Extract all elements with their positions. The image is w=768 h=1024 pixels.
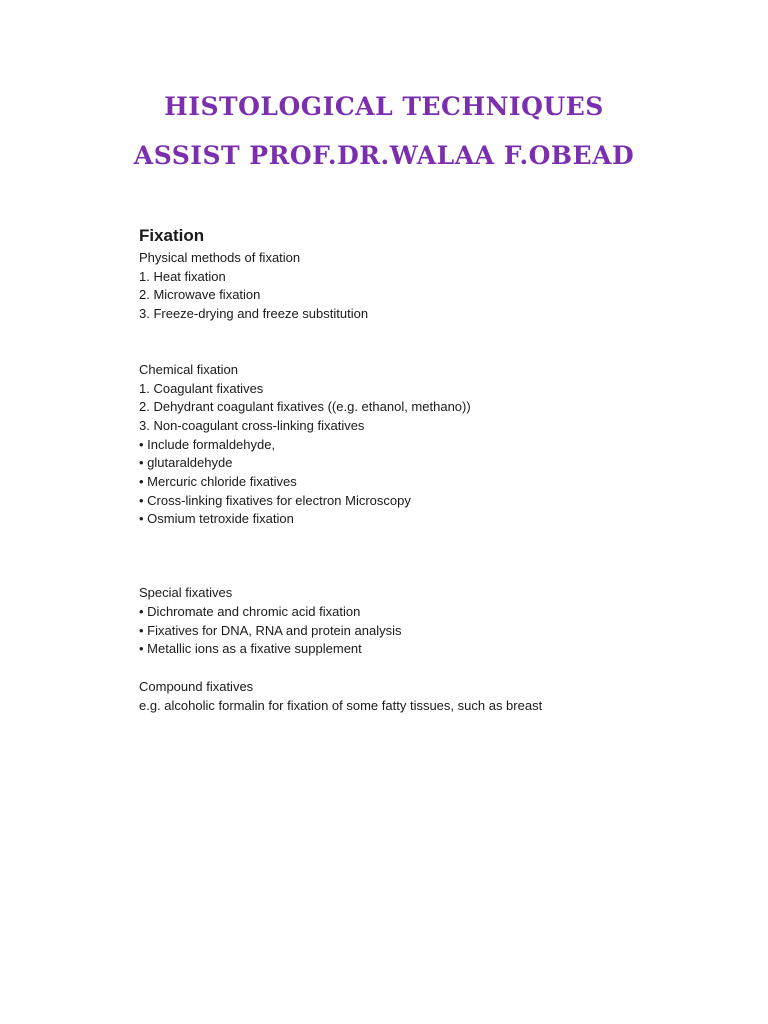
list-item: 2. Dehydrant coagulant fixatives ((e.g. ethanol, methano))	[139, 399, 471, 415]
list-item: • Osmium tetroxide fixation	[139, 511, 294, 527]
list-item: • Metallic ions as a fixative supplement	[139, 641, 362, 657]
special-fixatives-label: Special fixatives	[139, 585, 233, 601]
special-fixatives-block	[139, 584, 729, 659]
compound-fixatives-block	[139, 678, 729, 715]
list-item: • glutaraldehyde	[139, 455, 233, 471]
document-body	[139, 225, 729, 715]
list-item: • Include formaldehyde,	[139, 436, 276, 452]
chemical-fixation-block	[139, 361, 729, 529]
spacer	[139, 659, 729, 678]
list-item: • Mercuric chloride fixatives	[139, 474, 297, 490]
list-item: 3. Non-coagulant cross-linking fixatives	[139, 417, 365, 433]
section-heading-fixation: Fixation	[139, 226, 205, 245]
list-item: e.g. alcoholic formalin for fixation of some fatty tissues, such as breast	[139, 697, 543, 713]
compound-fixatives-label: Compound fixatives	[139, 678, 254, 694]
list-item: • Cross-linking fixatives for electron Microscopy	[139, 492, 411, 508]
list-item: 2. Microwave fixation	[139, 287, 261, 303]
spacer	[139, 529, 729, 584]
document-title: HISTOLOGICAL TECHNIQUES	[164, 92, 604, 121]
list-item: 1. Coagulant fixatives	[139, 380, 264, 396]
document-author: ASSIST PROF.DR.WALAA F.OBEAD	[133, 141, 635, 170]
list-item: • Dichromate and chromic acid fixation	[139, 603, 361, 619]
chemical-fixation-label: Chemical fixation	[139, 361, 238, 377]
physical-methods-label: Physical methods of fixation	[139, 250, 301, 265]
spacer	[139, 324, 729, 361]
list-item: 1. Heat fixation	[139, 268, 226, 284]
physical-methods-block	[139, 249, 729, 324]
list-item: 3. Freeze-drying and freeze substitution	[139, 306, 369, 322]
list-item: • Fixatives for DNA, RNA and protein analysis	[139, 622, 402, 638]
